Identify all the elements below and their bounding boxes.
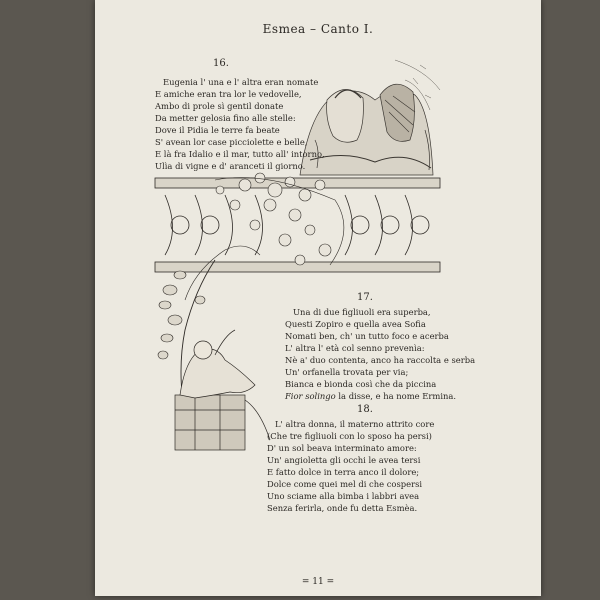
verse-line: E là fra Idalio e il mar, tutto all' intorno, (155, 149, 325, 159)
stanza-18 (267, 418, 434, 514)
verse-line: Ambo di prole sì gentil donate (155, 101, 284, 111)
stanza-number: 18. (357, 404, 373, 415)
verse-line: Un' angioletta gli occhi le avea tersi (267, 455, 421, 465)
page-title: Esmea – Canto I. (262, 22, 374, 36)
verse-line: Senza ferirla, onde fu detta Esmèa. (267, 503, 418, 513)
verse-line: Questi Zopiro e quella avea Sofia (285, 319, 426, 329)
verse-line: E fatto dolce in terra anco il dolore; (267, 467, 420, 477)
stanza-number: 17. (357, 292, 373, 303)
verse-line: Uno sciame alla bimba i labbri avea (267, 491, 420, 501)
verse-line: E amiche eran tra lor le vedovelle, (155, 89, 302, 99)
cherub-figure (175, 330, 270, 450)
verse-line: Un' orfanella trovata per via; (285, 367, 409, 377)
verse-line: Dolce come quei mel di che cospersi (267, 479, 423, 489)
verse-line: Bianca e bionda così che da piccina (285, 379, 437, 389)
stanza-number: 16. (213, 58, 229, 69)
page-number: = 11 = (301, 577, 335, 587)
verse-line: Nomati ben, ch' un tutto foco e acerba (285, 331, 449, 341)
verse-line: D' un sol beava interminato amore: (267, 443, 417, 453)
verse-line: Una di due figliuoli era superba, (293, 307, 431, 317)
verse-line: L' altra l' età col senno prevenìa: (285, 343, 425, 353)
verse-line: Dove il Pidia le terre fa beate (155, 125, 280, 135)
flowering-vines (185, 173, 344, 300)
verse-line: Da metter gelosia fino alle stelle: (155, 113, 296, 123)
verse-line: Ulìa di vigne e d' aranceti il giorno. (155, 161, 306, 171)
verse-line: Eugenia l' una e l' altra eran nomate (163, 77, 319, 87)
verse-line: Fior solingo la disse, e ha nome Ermina. (285, 391, 457, 401)
stanza-16 (155, 76, 325, 172)
verse-line: S' avean lor case picciolette e belle, (155, 137, 308, 147)
stanza-17 (285, 306, 475, 402)
book-page (95, 0, 541, 596)
verse-line: (Che tre figliuoli con lo sposo ha persi) (267, 431, 432, 441)
verse-line: L' altra donna, il materno attrito core (275, 419, 435, 429)
verse-line: Nè a' duo contenta, anco ha raccolta e serba (285, 355, 476, 365)
